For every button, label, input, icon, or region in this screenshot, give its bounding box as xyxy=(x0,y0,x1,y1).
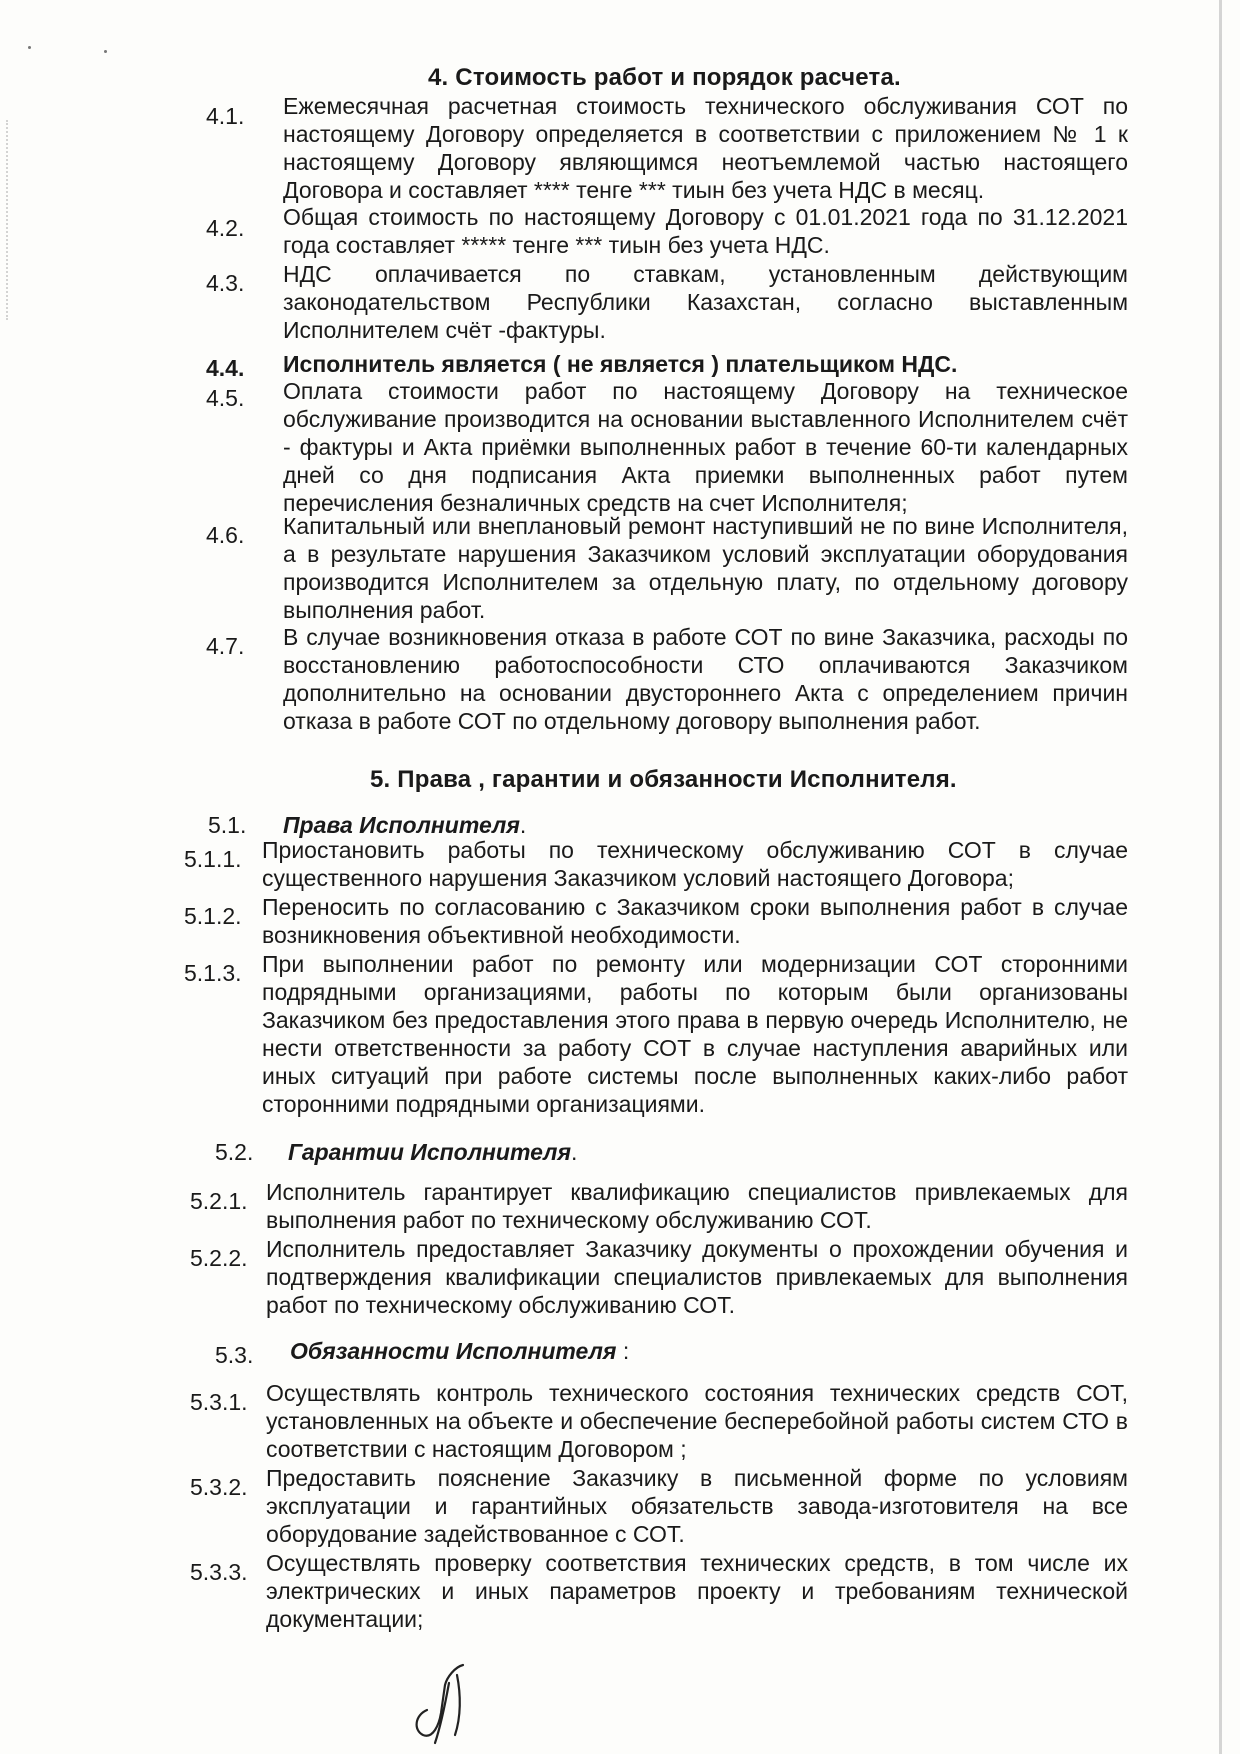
clause-number: 4.6. xyxy=(206,522,245,548)
subsection-title-suffix: . xyxy=(519,812,527,838)
clause-number: 4.2. xyxy=(206,215,245,241)
clause-text: В случае возникновения отказа в работе СОТ по вине Заказчика, расходы по восстановлению работоспособности СТО оплачиваются Заказчиком дополнительно на основании двустороннего Акта с определением причин отказа в работе СОТ по отдельному договору выполнения работ. xyxy=(283,624,1128,734)
clause-number: 5.2.1. xyxy=(190,1188,248,1214)
clause-text: Переносить по согласованию с Заказчиком сроки выполнения работ в случае возникновения объективной необходимости. xyxy=(262,894,1128,948)
subsection-title-suffix: . xyxy=(571,1139,578,1165)
signature-image xyxy=(405,1655,485,1745)
subsection-title xyxy=(283,812,526,839)
subsection-title-text: Права Исполнителя xyxy=(283,812,520,838)
clause-text: НДС оплачивается по ставкам, установленным действующим законодательством Республики Казахстан, согласно выставленным Исполнителем счёт -фактуры. xyxy=(283,261,1128,343)
clause-number: 5.1.1. xyxy=(184,846,242,872)
clause-number: 5.1.2. xyxy=(184,903,242,929)
clause-text: Оплата стоимости работ по настоящему Договору на техническое обслуживание производится на основании выставленного Исполнителем счёт - фактуры и Акта приёмки выполненных работ в течение 60-ти календарных дней со дня подписания Акта приемки выполненных работ путем перечисления безналичных средств на счет Исполнителя; xyxy=(283,378,1128,516)
subsection-title-text: Обязанности Исполнителя xyxy=(290,1338,617,1364)
clause-text: Предоставить пояснение Заказчику в письменной форме по условиям эксплуатации и гарантийных обязательств завода-изготовителя на все оборудование задействованное с СОТ. xyxy=(266,1465,1128,1547)
scan-edge-line xyxy=(1219,0,1222,1754)
clause-number: 4.5. xyxy=(206,385,245,411)
scan-dot xyxy=(28,46,31,49)
subsection-title xyxy=(290,1338,629,1365)
clause-text: Исполнитель гарантирует квалификацию специалистов привлекаемых для выполнения работ по техническому обслуживанию СОТ. xyxy=(266,1179,1128,1233)
scan-left-dots xyxy=(6,120,10,320)
clause-text: При выполнении работ по ремонту или модернизации СОТ сторонними подрядными организациями, работы по которым были организованы Заказчиком без предоставления этого права в первую очередь Исполнителю, не нести ответственности за работу СОТ в случае наступления аварийных или иных ситуаций при работе системы после выполненных каких-либо работ сторонними подрядными организациями. xyxy=(262,951,1128,1117)
section-4-title: 4. Стоимость работ и порядок расчета. xyxy=(428,64,901,91)
subsection-number: 5.2. xyxy=(215,1139,254,1165)
clause-number: 4.3. xyxy=(206,270,245,296)
clause-text: Исполнитель является ( не является ) плательщиком НДС. xyxy=(283,351,958,377)
clause-text: Ежемесячная расчетная стоимость технического обслуживания СОТ по настоящему Договору определяется в соответствии с приложением № 1 к настоящему Договору являющимся неотъемлемой частью настоящего Договора и составляет **** тенге *** тиын без учета НДС в месяц. xyxy=(283,93,1128,203)
subsection-title-suffix: : xyxy=(616,1338,630,1364)
clause-text: Капитальный или внеплановый ремонт наступивший не по вине Исполнителя, а в результате нарушения Заказчиком условий эксплуатации оборудования производится Исполнителем за отдельную плату, по отдельному договору выполнения работ. xyxy=(283,513,1128,623)
clause-number: 4.4. xyxy=(206,355,245,381)
clause-text: Осуществлять контроль технического состояния технических средств СОТ, установленных на объекте и обеспечение бесперебойной работы систем СТО в соответствии с настоящим Договором ; xyxy=(266,1380,1128,1462)
clause-number: 5.3.1. xyxy=(190,1389,248,1415)
clause-number: 5.1.3. xyxy=(184,960,242,986)
subsection-number: 5.1. xyxy=(208,812,247,838)
clause-number: 5.3.3. xyxy=(190,1559,248,1585)
scan-dot xyxy=(104,50,107,53)
clause-text: Исполнитель предоставляет Заказчику документы о прохождении обучения и подтверждения квалификации специалистов привлекаемых для выполнения работ по техническому обслуживанию СОТ. xyxy=(266,1236,1128,1318)
subsection-title-text: Гарантии Исполнителя xyxy=(288,1139,572,1165)
subsection-number: 5.3. xyxy=(215,1342,254,1368)
clause-number: 4.1. xyxy=(206,103,245,129)
clause-text: Приостановить работы по техническому обслуживанию СОТ в случае существенного нарушения Заказчиком условий настоящего Договора; xyxy=(262,837,1128,891)
clause-number: 4.7. xyxy=(206,633,245,659)
clause-text: Общая стоимость по настоящему Договору с 01.01.2021 года по 31.12.2021 года составляет ***** тенге *** тиын без учета НДС. xyxy=(283,204,1128,258)
clause-text: Осуществлять проверку соответствия технических средств, в том числе их электрических и иных параметров проекту и требованиям технической документации; xyxy=(266,1550,1128,1632)
clause-number: 5.3.2. xyxy=(190,1474,248,1500)
subsection-title xyxy=(288,1139,577,1166)
clause-number: 5.2.2. xyxy=(190,1245,248,1271)
section-5-title: 5. Права , гарантии и обязанности Исполнителя. xyxy=(370,766,957,793)
